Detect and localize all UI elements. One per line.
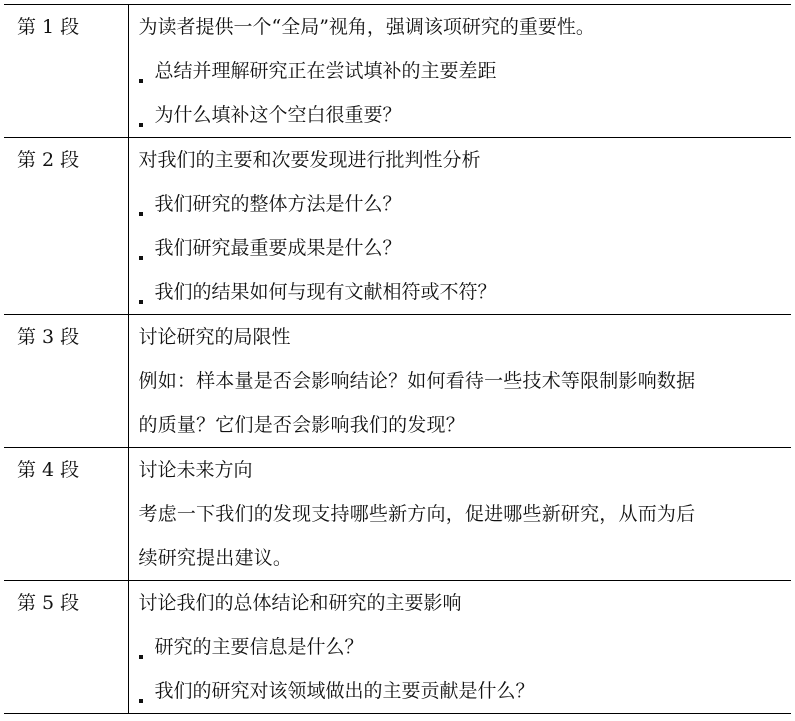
- paragraph-content: [128, 138, 791, 315]
- discussion-outline-table: [4, 4, 791, 714]
- table-row: [4, 315, 791, 448]
- paragraph-summary: 讨论未来方向: [138, 459, 253, 481]
- bullet-item: [139, 226, 788, 270]
- bullet-text: 我们研究最重要成果是什么？: [154, 237, 402, 259]
- paragraph-summary: 讨论我们的总体结论和研究的主要影响: [138, 592, 462, 614]
- bullet-icon: [139, 212, 143, 216]
- bullet-icon: [139, 256, 143, 260]
- bullet-icon: [139, 123, 143, 127]
- paragraph-text-line: 例如：样本量是否会影响结论？如何看待一些技术等限制影响数据: [138, 370, 696, 392]
- table-row: [4, 581, 791, 714]
- bullet-icon: [139, 79, 143, 83]
- paragraph-summary: 讨论研究的局限性: [138, 326, 291, 348]
- paragraph-text-line: 的质量？它们是否会影响我们的发现？: [138, 414, 465, 436]
- bullet-item: [139, 49, 788, 93]
- paragraph-content: [128, 581, 791, 714]
- paragraph-summary: 为读者提供一个“全局”视角，强调该项研究的重要性。: [138, 16, 595, 38]
- paragraph-label: 第 1 段: [4, 5, 128, 138]
- table-row: [4, 138, 791, 315]
- paragraph-text-line: 考虑一下我们的发现支持哪些新方向，促进哪些新研究，从而为后: [138, 503, 696, 525]
- bullet-icon: [139, 655, 143, 659]
- paragraph-summary: 对我们的主要和次要发现进行批判性分析: [138, 149, 481, 171]
- table-row: [4, 5, 791, 138]
- bullet-text: 为什么填补这个空白很重要？: [154, 104, 402, 126]
- bullet-icon: [139, 699, 143, 703]
- paragraph-label: 第 4 段: [4, 448, 128, 581]
- bullet-text: 总结并理解研究正在尝试填补的主要差距: [154, 60, 497, 82]
- paragraph-label: 第 3 段: [4, 315, 128, 448]
- paragraph-content: [128, 315, 791, 448]
- table-row: [4, 448, 791, 581]
- paragraph-label: 第 5 段: [4, 581, 128, 714]
- bullet-item: [139, 182, 788, 226]
- bullet-text: 研究的主要信息是什么？: [154, 636, 364, 658]
- bullet-text: 我们的研究对该领域做出的主要贡献是什么？: [154, 680, 535, 702]
- bullet-text: 我们研究的整体方法是什么？: [154, 193, 402, 215]
- paragraph-label: 第 2 段: [4, 138, 128, 315]
- bullet-item: [139, 270, 788, 314]
- paragraph-text-line: 续研究提出建议。: [138, 547, 293, 569]
- bullet-icon: [139, 300, 143, 304]
- bullet-item: [139, 625, 788, 669]
- bullet-item: [139, 669, 788, 713]
- bullet-item: [139, 93, 788, 137]
- discussion-outline-document: [4, 4, 791, 713]
- bullet-text: 我们的结果如何与现有文献相符或不符？: [154, 281, 497, 303]
- paragraph-content: [128, 5, 791, 138]
- paragraph-content: [128, 448, 791, 581]
